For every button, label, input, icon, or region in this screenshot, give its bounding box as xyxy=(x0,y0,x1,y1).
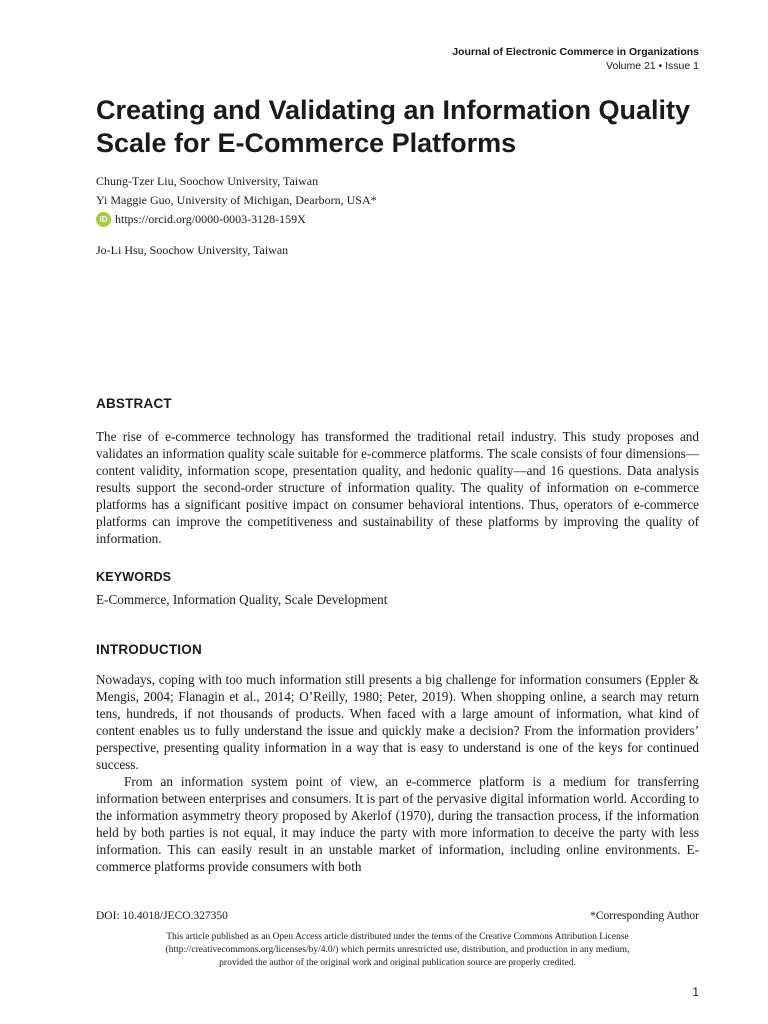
orcid-icon: iD xyxy=(96,212,111,227)
intro-paragraph-1: Nowadays, coping with too much information still presents a big challenge for information consumers (Eppler & Mengis, 2004; Flanagin et al., 2014; O’Reilly, 1980; Peter, 2019). When shopping online, a search may return tens, hundreds, if not thousands of products. When faced with a large amount of information, what kind of content enables us to fully understand the issue and quickly make a decision? From the information providers’ perspective, presenting quality information in a way that is easy to understand is one of the keys for continued success. xyxy=(96,672,699,772)
author-1: Chung-Tzer Liu, Soochow University, Taiwan xyxy=(96,174,319,188)
author-list xyxy=(96,172,377,260)
license-line-1: This article published as an Open Access article distributed under the terms of the Creative Commons Attribution License xyxy=(166,932,629,942)
license-line-3: provided the author of the original work and original publication source are properly credited. xyxy=(219,958,576,968)
introduction-body xyxy=(96,671,699,875)
volume-issue: Volume 21 • Issue 1 xyxy=(606,60,699,72)
orcid-link[interactable]: https://orcid.org/0000-0003-3128-159X xyxy=(115,212,306,226)
abstract-text: The rise of e-commerce technology has transformed the traditional retail industry. This study proposes and validates an information quality scale suitable for e-commerce platforms. The scale consists of four dimensions—content validity, information scope, presentation quality, and hedonic quality—and 16 questions. Data analysis results support the second-order structure of information quality. The quality of information on e-commerce platforms has a significant positive impact on consumer behavioral intentions. Thus, operators of e-commerce platforms can improve the competitiveness and sustainability of these platforms by improving the quality of information. xyxy=(96,429,699,546)
journal-name: Journal of Electronic Commerce in Organizations xyxy=(452,46,699,58)
orcid-row xyxy=(96,210,377,229)
author-3: Jo-Li Hsu, Soochow University, Taiwan xyxy=(96,243,289,257)
intro-paragraph-2: From an information system point of view, an e-commerce platform is a medium for transferring information between enterprises and consumers. It is part of the pervasive digital information world. According to the information asymmetry theory proposed by Akerlof (1970), during the transaction process, if the information held by both parties is not equal, it may induce the party with more information to deceive the party with less information. This can easily result in an unstable market of information, including online environments. E-commerce platforms provide consumers with both xyxy=(96,774,699,874)
doi[interactable]: DOI: 10.4018/JECO.327350 xyxy=(96,910,228,922)
license-notice xyxy=(96,931,699,970)
paper-title: Creating and Validating an Information Quality Scale for E-Commerce Platforms xyxy=(96,95,691,158)
author-2: Yi Maggie Guo, University of Michigan, Dearborn, USA* xyxy=(96,193,377,207)
introduction-heading: INTRODUCTION xyxy=(96,642,202,657)
keywords-heading: KEYWORDS xyxy=(96,570,172,584)
page-number: 1 xyxy=(692,985,699,999)
journal-header xyxy=(452,45,699,73)
abstract-heading: ABSTRACT xyxy=(96,396,172,411)
license-line-2: (http://creativecommons.org/licenses/by/4.0/) which permits unrestricted use, distribution, and production in any medium, xyxy=(165,945,630,955)
corresponding-author-note: *Corresponding Author xyxy=(590,910,699,922)
keywords-text: E-Commerce, Information Quality, Scale Development xyxy=(96,592,388,607)
